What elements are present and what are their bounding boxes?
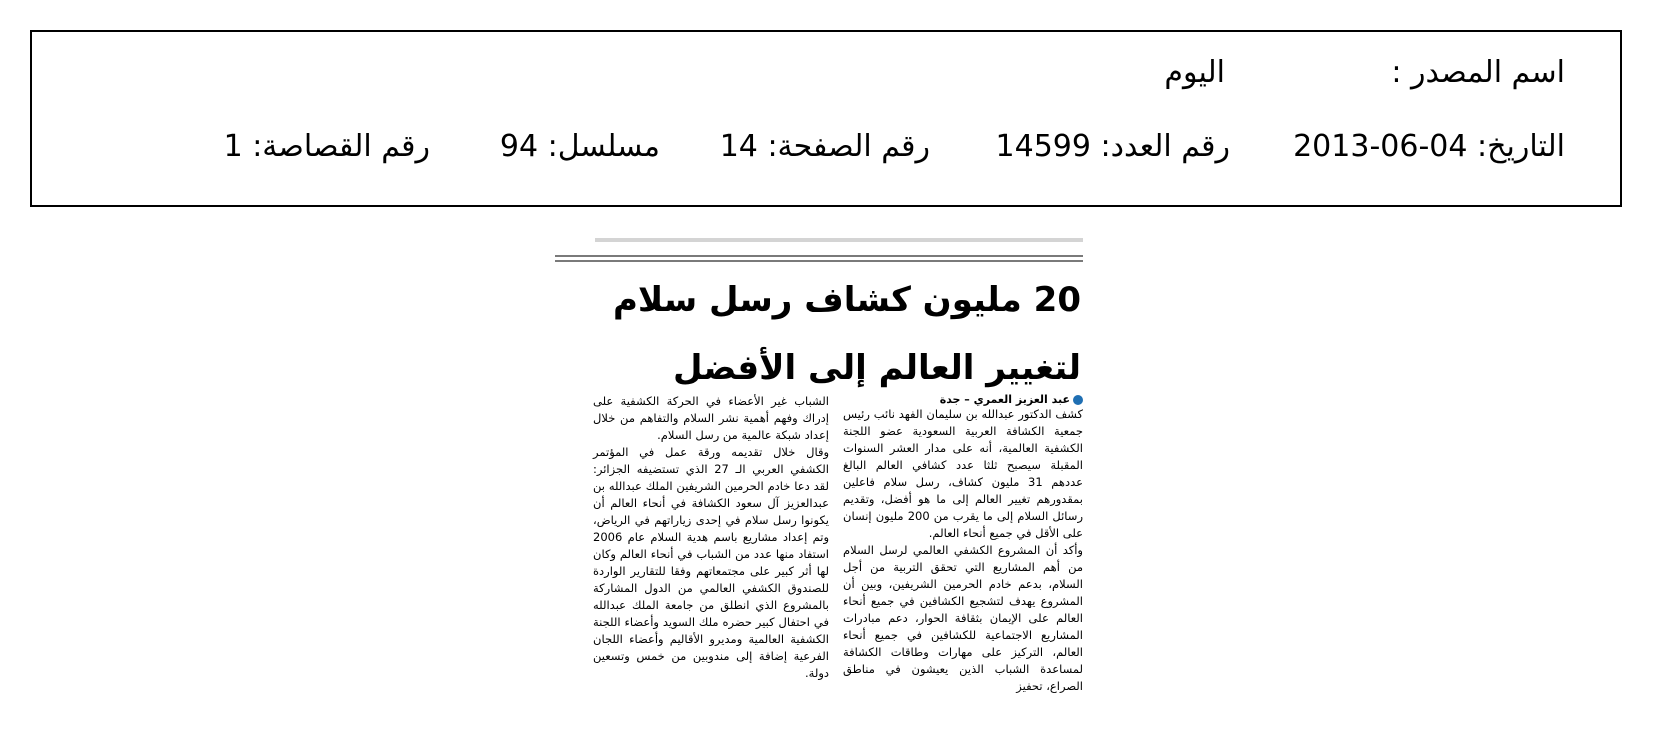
top-thin-rule	[595, 238, 1083, 242]
article-column-right	[843, 406, 1083, 693]
source-value: اليوم	[1164, 55, 1225, 90]
serial-field: مسلسل: 94	[499, 129, 660, 164]
source-label: اسم المصدر :	[1391, 55, 1565, 90]
paragraph: وقال خلال تقديمه ورقة عمل في المؤتمر الكشفي العربي الـ 27 الذي تستضيفه الجزائر: لقد دعا خادم الحرمين الشريفين الملك عبدالله بن عبدالعزيز آل سعود الكشافة في أنحاء العالم أن يكونوا رسل سلام في إحدى زياراتهم في الرياض، وتم إعداد مشاريع باسم هدية السلام عام 2006 استفاد منها عدد من الشباب في أنحاء العالم وكان لها أثر كبير على مجتمعاتهم وفقا للتقارير الواردة للصندوق الكشفي العالمي من الدول المشاركة بالمشروع الذي انطلق من جامعة الملك عبدالله في احتفال كبير حضره ملك السويد وأعضاء اللجنة الكشفية العالمية ومديرو الأقاليم وأعضاء اللجان الفرعية إضافة إلى مندوبين من خمس وتسعين دولة.	[593, 445, 829, 680]
top-double-rule	[555, 255, 1083, 262]
page-number-field: رقم الصفحة: 14	[719, 129, 930, 164]
paragraph: كشف الدكتور عبدالله بن سليمان الفهد نائب رئيس جمعية الكشافة العربية السعودية عضو اللجنة الكشفية العالمية، أنه على مدار العشر السنوات المقبلة سيصبح ثلثا عدد كشافي العالم البالغ عددهم 31 مليون كشاف، رسل سلام فاعلين بمقدورهم تغيير العالم إلى ما هو أفضل، وتقديم رسائل السلام إلى ما يقرب من 200 مليون إنسان على الأقل في جميع أنحاء العالم.	[843, 407, 1083, 540]
bullet-icon	[1073, 395, 1083, 405]
article-byline	[940, 393, 1083, 406]
metadata-box	[30, 30, 1622, 207]
issue-number-field: رقم العدد: 14599	[995, 129, 1230, 164]
byline-text: عبد العزيز العمري – جدة	[939, 393, 1070, 406]
paragraph: وأكد أن المشروع الكشفي العالمي لرسل السلام من أهم المشاريع التي تحقق التربية من أجل السلام، بدعم خادم الحرمين الشريفين، وبين أن المشروع يهدف لتشجيع الكشافين في جميع أنحاء العالم على الإيمان بثقافة الحوار، دعم مبادرات المشاريع الاجتماعية للكشافين في جميع أنحاء العالم، التركيز على مهارات وطاقات الكشافة لمساعدة الشباب الذين يعيشون في مناطق الصراع، تحفيز	[843, 543, 1083, 693]
article-headline: 20 مليون كشاف رسل سلام لتغيير العالم إلى الأفضل	[613, 280, 1081, 388]
date-field: التاريخ: 04-06-2013	[1293, 129, 1565, 164]
clip-number-field: رقم القصاصة: 1	[223, 129, 430, 164]
paragraph: الشباب غير الأعضاء في الحركة الكشفية على إدراك وفهم أهمية نشر السلام والتفاهم من خلال إعداد شبكة عالمية من رسل السلام.	[593, 394, 829, 442]
article-column-left	[593, 393, 829, 681]
newspaper-clipping	[555, 236, 1083, 693]
